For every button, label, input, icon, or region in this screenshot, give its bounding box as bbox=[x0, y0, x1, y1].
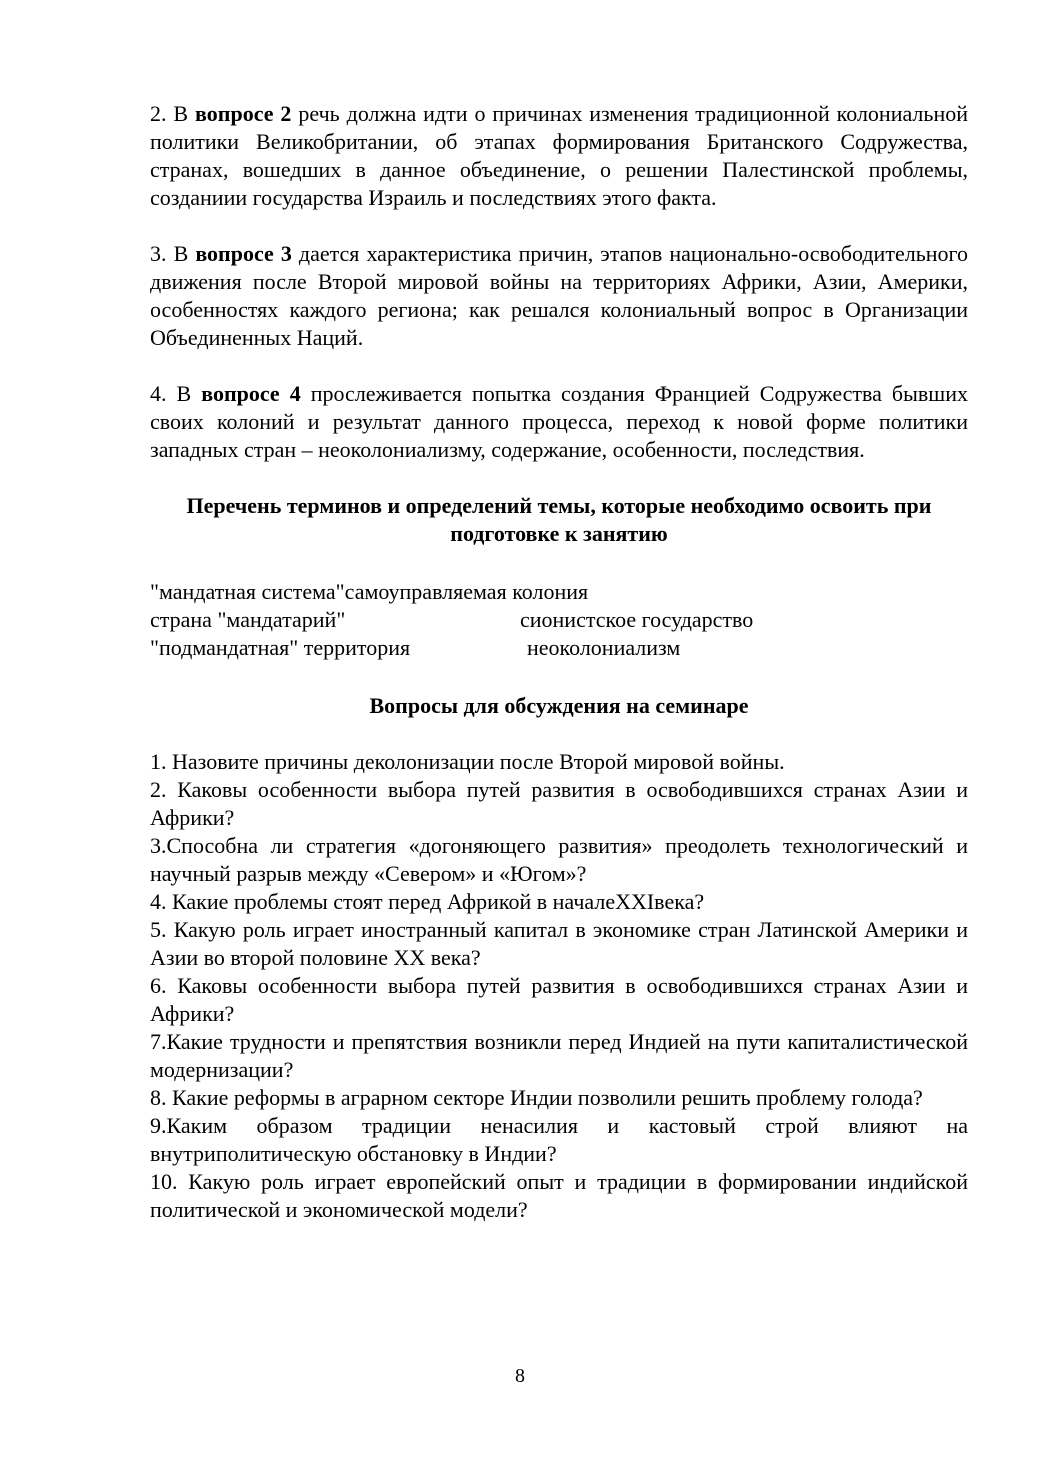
paragraph-prefix: 2. В bbox=[150, 101, 196, 126]
term-left: "мандатная система" bbox=[150, 579, 345, 604]
question-item: 2. Каковы особенности выбора путей развития в освободившихся странах Азии и Африки? bbox=[150, 777, 968, 830]
paragraph-prefix: 4. В bbox=[150, 381, 202, 406]
question-item: 6. Каковы особенности выбора путей развития в освободившихся странах Азии и Африки? bbox=[150, 973, 968, 1026]
paragraph-question-2 bbox=[150, 100, 968, 212]
page-content bbox=[150, 100, 968, 1224]
term-right: неоколониализм bbox=[527, 635, 681, 660]
questions-heading: Вопросы для обсуждения на семинаре bbox=[369, 693, 749, 718]
question-item: 7.Какие трудности и препятствия возникли перед Индией на пути капиталистической модернизации? bbox=[150, 1029, 968, 1082]
paragraph-text: речь должна идти о причинах изменения традиционной колониальной политики Великобритании, об этапах формирования Британского Содружества, странах, вошедших в данное объединение, о решении Палестинской проблемы, созданиии государства Израиль и последствиях этого факта. bbox=[150, 101, 968, 210]
paragraph-text: дается характеристика причин, этапов национально-освободительного движения после Второй мировой войны на территориях Африки, Азии, Америки, особенностях каждого региона; как решался колониальный вопрос в Организации Объединенных Наций. bbox=[150, 241, 968, 350]
paragraph-prefix: 3. В bbox=[150, 241, 196, 266]
page-number: 8 bbox=[515, 1365, 525, 1387]
paragraph-bold-label: вопросе 3 bbox=[195, 241, 292, 266]
term-left: страна "мандатарий" bbox=[150, 607, 346, 632]
term-row bbox=[150, 578, 968, 606]
questions-list bbox=[150, 748, 968, 1224]
term-row bbox=[150, 634, 968, 662]
question-item: 1. Назовите причины деколонизации после Второй мировой войны. bbox=[150, 749, 785, 774]
paragraph-text: прослеживается попытка создания Францией Содружества бывших своих колоний и результат данного процесса, переход к новой форме политики западных стран – неоколониализму, содержание, особенности, последствия. bbox=[150, 381, 968, 462]
question-item: 9.Каким образом традиции ненасилия и кастовый строй влияют на внутриполитическую обстановку в Индии? bbox=[150, 1113, 968, 1166]
term-right: самоуправляемая колония bbox=[344, 579, 589, 604]
term-left: "подмандатная" территория bbox=[150, 635, 411, 660]
term-row bbox=[150, 606, 968, 634]
term-right: сионистское государство bbox=[520, 607, 754, 632]
terms-heading: Перечень терминов и определений темы, которые необходимо освоить при подготовке к занятию bbox=[186, 493, 932, 546]
question-item: 10. Какую роль играет европейский опыт и традиции в формировании индийской политической и экономической модели? bbox=[150, 1169, 968, 1222]
paragraph-bold-label: вопросе 2 bbox=[195, 101, 292, 126]
question-item: 4. Какие проблемы стоят перед Африкой в началеXXIвека? bbox=[150, 889, 705, 914]
paragraph-question-3 bbox=[150, 240, 968, 352]
question-item: 3.Способна ли стратегия «догоняющего развития» преодолеть технологический и научный разрыв между «Севером» и «Югом»? bbox=[150, 833, 968, 886]
paragraph-bold-label: вопросе 4 bbox=[201, 381, 301, 406]
question-item: 8. Какие реформы в аграрном секторе Индии позволили решить проблему голода? bbox=[150, 1085, 923, 1110]
paragraph-question-4 bbox=[150, 380, 968, 464]
terms-list bbox=[150, 578, 968, 662]
question-item: 5. Какую роль играет иностранный капитал в экономике стран Латинской Америки и Азии во второй половине XX века? bbox=[150, 917, 968, 970]
